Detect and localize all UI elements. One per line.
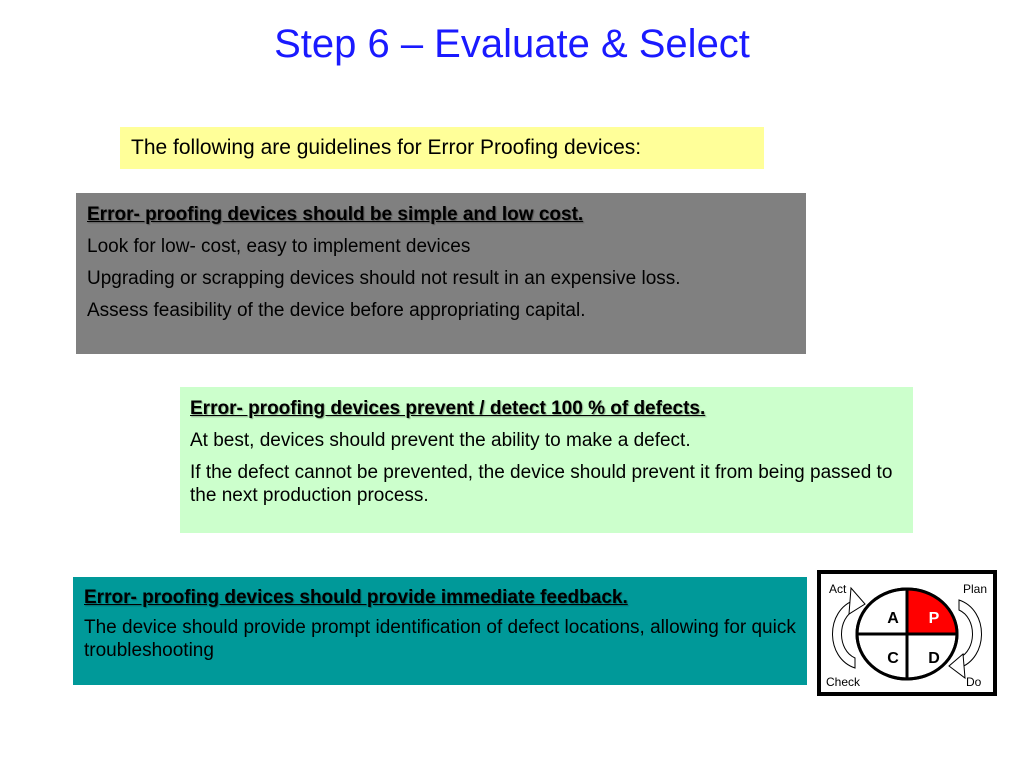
- slide-title: Step 6 – Evaluate & Select: [274, 22, 750, 66]
- guideline-box-defects: [180, 387, 913, 533]
- guideline-line: If the defect cannot be prevented, the device should prevent it from being passed to the next production process.: [190, 462, 893, 506]
- intro-callout: The following are guidelines for Error Proofing devices:: [120, 127, 764, 169]
- guideline-line: The device should provide prompt identification of defect locations, allowing for quick troubleshooting: [84, 617, 796, 661]
- quadrant-label-d: D: [928, 650, 940, 667]
- quadrant-label-a: A: [887, 610, 899, 627]
- quadrant-label-c: C: [887, 650, 899, 667]
- pdca-label-act: Act: [829, 582, 847, 596]
- pdca-label-check: Check: [826, 675, 861, 689]
- guideline-line: Look for low- cost, easy to implement devices: [87, 236, 471, 257]
- guideline-line: Upgrading or scrapping devices should not result in an expensive loss.: [87, 268, 681, 289]
- guideline-box-feedback: [73, 577, 807, 685]
- pdca-label-plan: Plan: [963, 582, 988, 596]
- guideline-line: At best, devices should prevent the ability to make a defect.: [190, 430, 691, 451]
- cycle-arrowhead-left-icon: [849, 588, 865, 614]
- pdca-cycle-diagram: [817, 570, 997, 696]
- guideline-heading: Error- proofing devices prevent / detect 100 % of defects.: [190, 398, 706, 419]
- guideline-heading: Error- proofing devices should be simple and low cost.: [87, 204, 584, 225]
- guideline-line: Assess feasibility of the device before appropriating capital.: [87, 300, 586, 321]
- guideline-box-cost: [76, 193, 806, 354]
- quadrant-label-p: P: [928, 610, 940, 627]
- guideline-heading: Error- proofing devices should provide immediate feedback.: [84, 587, 628, 608]
- pdca-label-do: Do: [966, 675, 982, 689]
